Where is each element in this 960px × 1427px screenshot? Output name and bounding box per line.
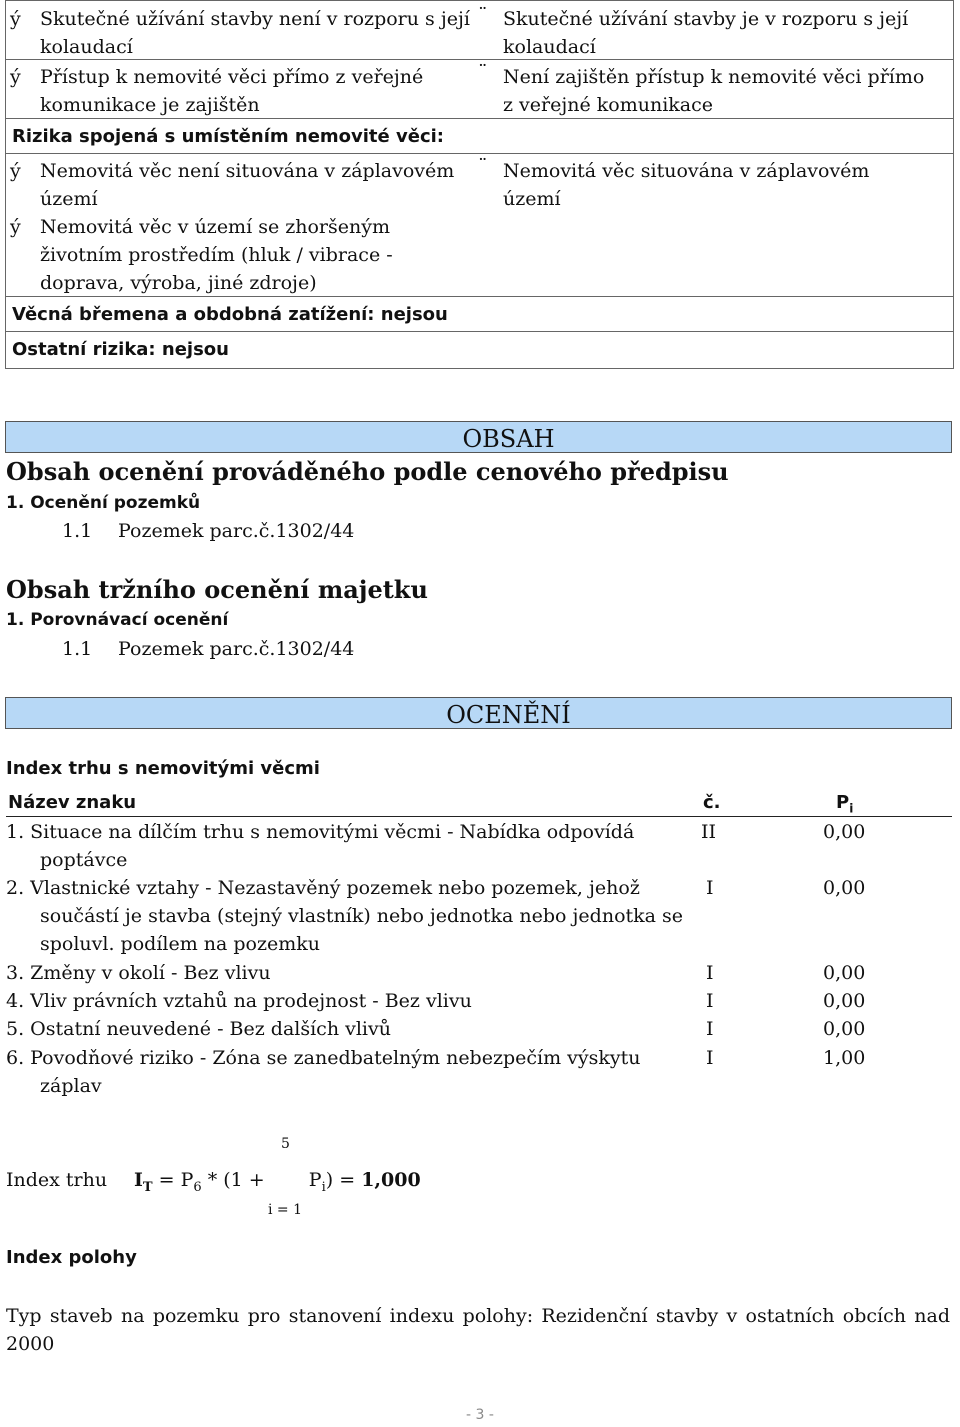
- risk-other-row: [6, 332, 953, 369]
- index-row-3: [6, 959, 952, 987]
- index-row-val: 0,00: [823, 962, 866, 984]
- risk-flood-bad-line1: Nemovitá věc situována v záplavovém: [503, 160, 870, 182]
- obsah-sub-compare: 1. Porovnávací ocenění: [6, 610, 229, 630]
- index-row-cat: I: [706, 1018, 714, 1040]
- index-row-cat: I: [706, 877, 714, 899]
- index-row-text: 2. Vlastnické vztahy - Nezastavěný pozemek nebo pozemek, jehož: [6, 877, 640, 899]
- risk-row-flood-env: [6, 154, 953, 297]
- sum-upper-limit: 5: [281, 1136, 290, 1152]
- risk-env-line1: Nemovitá věc v území se zhoršeným: [40, 216, 390, 238]
- risk-flood-ok-line2: území: [40, 188, 98, 210]
- risk-row-usage: [6, 1, 953, 60]
- checked-box-icon: ý: [10, 8, 21, 30]
- unchecked-box-icon: ¨: [478, 4, 488, 26]
- index-row-4: [6, 987, 952, 1015]
- risk-usage-bad-line1: Skutečné užívání stavby je v rozporu s její: [503, 8, 909, 30]
- index-row-val: 0,00: [823, 821, 866, 843]
- index-trhu-formula: [6, 1136, 506, 1226]
- obsah-sub-land: 1. Ocenění pozemků: [6, 493, 201, 513]
- index-row-text: 3. Změny v okolí - Bez vlivu: [6, 962, 271, 984]
- formula-expression: $I_T = P_6 * (1 + P_i) = 1,000$: [134, 1169, 421, 1195]
- risk-other: Ostatní rizika: nejsou: [12, 339, 229, 360]
- unchecked-box-icon: ¨: [478, 155, 488, 177]
- risk-access-bad-line2: z veřejné komunikace: [503, 94, 714, 116]
- page-number: - 3 -: [466, 1407, 494, 1423]
- col-num-header: č.: [703, 792, 721, 813]
- obsah-item-compare: Pozemek parc.č.1302/44: [118, 638, 355, 660]
- obsah-item-land-num: 1.1: [62, 520, 93, 542]
- risk-location-heading-row: [6, 119, 953, 154]
- index-row-val: 1,00: [823, 1047, 866, 1069]
- index-row-1: [6, 818, 952, 874]
- risk-access-ok-line1: Přístup k nemovité věci přímo z veřejné: [40, 66, 424, 88]
- risk-table: [5, 0, 954, 369]
- index-polohy-heading: Index polohy: [6, 1247, 137, 1268]
- index-row-cat: I: [706, 1047, 714, 1069]
- formula-label: Index trhu: [6, 1169, 108, 1191]
- index-row-val: 0,00: [823, 877, 866, 899]
- risk-env-line2: životním prostředím (hluk / vibrace -: [40, 244, 393, 266]
- risk-easements: Věcná břemena a obdobná zatížení: nejsou: [12, 304, 448, 325]
- risk-access-bad-line1: Není zajištěn přístup k nemovité věci přímo: [503, 66, 925, 88]
- index-row-text: poptávce: [40, 849, 128, 871]
- index-row-cat: I: [706, 962, 714, 984]
- risk-access-ok-line2: komunikace je zajištěn: [40, 94, 260, 116]
- index-row-cat: II: [701, 821, 717, 843]
- index-row-6: [6, 1044, 952, 1100]
- index-row-2: [6, 874, 952, 958]
- obsah-banner: OBSAH: [5, 421, 952, 453]
- index-row-val: 0,00: [823, 990, 866, 1012]
- obsah-heading-market: Obsah tržního ocenění majetku: [6, 575, 428, 604]
- index-row-text: 4. Vliv právních vztahů na prodejnost - Bez vlivu: [6, 990, 472, 1012]
- oceneni-banner: OCENĚNÍ: [5, 697, 952, 729]
- risk-flood-ok-line1: Nemovitá věc není situována v záplavovém: [40, 160, 455, 182]
- col-name-header: Název znaku: [8, 792, 137, 813]
- risk-flood-bad-line2: území: [503, 188, 561, 210]
- checked-box-icon: ý: [10, 160, 21, 182]
- risk-usage-bad-line2: kolaudací: [503, 36, 596, 58]
- obsah-item-land: Pozemek parc.č.1302/44: [118, 520, 355, 542]
- risk-location-heading: Rizika spojená s umístěním nemovité věci:: [12, 126, 444, 147]
- index-row-text: záplav: [40, 1075, 102, 1097]
- sum-lower-limit: i = 1: [268, 1202, 303, 1218]
- unchecked-box-icon: ¨: [478, 61, 488, 83]
- risk-env-line3: doprava, výroba, jiné zdroje): [40, 272, 317, 294]
- index-row-cat: I: [706, 990, 714, 1012]
- index-row-5: [6, 1015, 952, 1043]
- col-p-header: $P_i$: [836, 792, 854, 816]
- index-trhu-heading: Index trhu s nemovitými věcmi: [6, 758, 320, 779]
- index-row-text: 6. Povodňové riziko - Zóna se zanedbatelným nebezpečím výskytu: [6, 1047, 641, 1069]
- index-polohy-text: Typ staveb na pozemku pro stanovení indexu polohy: Rezidenční stavby v ostatních obcích nad 2000: [6, 1305, 950, 1355]
- obsah-item-compare-num: 1.1: [62, 638, 93, 660]
- index-row-text: součástí je stavba (stejný vlastník) nebo jednotka nebo jednotka se: [40, 905, 684, 927]
- checked-box-icon: ý: [10, 216, 21, 238]
- index-table-header: [6, 790, 952, 817]
- index-row-val: 0,00: [823, 1018, 866, 1040]
- risk-easements-row: [6, 297, 953, 332]
- index-row-text: 5. Ostatní neuvedené - Bez dalších vlivů: [6, 1018, 391, 1040]
- risk-usage-ok-line1: Skutečné užívání stavby není v rozporu s její: [40, 8, 470, 30]
- index-row-text: spoluvl. podílem na pozemku: [40, 933, 320, 955]
- risk-row-access: [6, 60, 953, 119]
- risk-usage-ok-line2: kolaudací: [40, 36, 133, 58]
- obsah-heading-price: Obsah ocenění prováděného podle cenového předpisu: [6, 457, 729, 486]
- checked-box-icon: ý: [10, 66, 21, 88]
- index-row-text: 1. Situace na dílčím trhu s nemovitými věcmi - Nabídka odpovídá: [6, 821, 635, 843]
